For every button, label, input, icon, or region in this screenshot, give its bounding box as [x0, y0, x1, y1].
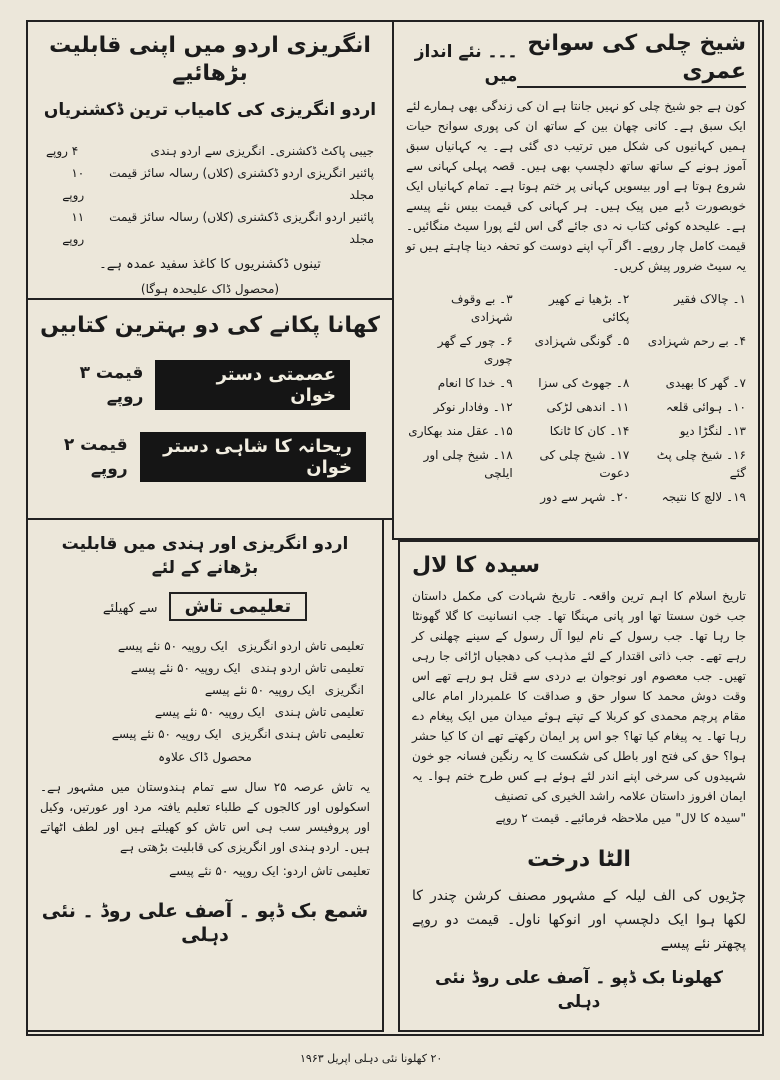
card-name: تعلیمی تاش ہندی انگریزی [231, 727, 364, 741]
story-title: ۲۔ بڑھیا نے کھیر پکائی [548, 292, 630, 324]
shaikh-chilli-heading: شیخ چلی کی سوانح عمری [517, 30, 746, 88]
dictionary-item [40, 206, 380, 250]
dictionary-item-name: جیبی پاکٹ ڈکشنری۔ انگریزی سے اردو ہندی [150, 144, 374, 158]
cookbook-row-2 [40, 432, 380, 482]
card-price: ایک روپیہ ۵۰ نئے پیسے [130, 661, 241, 675]
story-title: ۱۶۔ شیخ چلی پٹ گئے [656, 448, 746, 480]
cookbook-price-1: قیمت ۳ روپے [79, 363, 144, 407]
story-title: ۳۔ بے وقوف شہزادی [451, 292, 513, 324]
cookbook-title-1: عصمتی دستر خوان [155, 360, 350, 410]
cards-publisher: شمع بک ڈپو ۔ آصف علی روڈ ۔ نئی دہلی [41, 900, 369, 946]
dictionary-item-price: ۱۱ روپے [62, 210, 85, 246]
dictionaries-subheading: اردو انگریزی کی کامیاب ترین ڈکشنریاں [43, 100, 377, 120]
story-title: ۱۹۔ لالچ کا نتیجہ [661, 490, 746, 504]
story-title: ۱۱۔ اندھی لڑکی [546, 400, 630, 414]
card-price: ایک روپیہ ۵۰ نئے پیسے [154, 705, 265, 719]
dictionary-item-price: ۱۰ روپے [62, 166, 85, 202]
card-name: تعلیمی تاش ہندی [274, 705, 364, 719]
sayyida-heading-wrap [412, 552, 746, 580]
story-title: ۶۔ چور کے گھر چوری [437, 334, 513, 366]
ad-educational-cards [26, 518, 384, 1032]
cookbooks-heading: کھانا پکانے کی دو بہترین کتابیں [40, 313, 380, 338]
cards-brand-row [40, 592, 370, 621]
card-name: تعلیمی تاش اردو ہندی [250, 661, 364, 675]
story-title: ۱۸۔ شیخ چلی اور ایلچی [423, 448, 513, 480]
dictionary-item [40, 140, 380, 162]
card-price-row [40, 701, 370, 723]
khilona-publisher: کھلونا بک ڈپو ۔ آصف علی روڈ نئی دہلی [435, 968, 723, 1012]
story-title: ۴۔ بے رحم شہزادی [647, 334, 746, 348]
story-title: ۹۔ خدا کا انعام [437, 376, 513, 390]
dictionary-item-name: پائنیر انگریزی اردو ڈکشنری (کلاں) رسالہ سائز قیمت مجلد [109, 166, 374, 202]
story-title: ۱۴۔ کان کا ٹانکا [549, 424, 630, 438]
cards-last-price: تعلیمی تاش اردو: ایک روپیہ ۵۰ نئے پیسے [169, 864, 370, 878]
shaikh-chilli-body: کون ہے جو شیخ چلی کو نہیں جانتا ہے ان کی زندگی بھی ہمارے لئے ایک سبق ہے۔ کانی چھان بین کے ساتھ ان کی پوری سوانح حیات ہمیں کہانیوں کی شکل میں ترتیب دی گئی ہے۔ یہ کہانیاں سبق آموز ہونے کے ساتھ ساتھ دلچسپ بھی ہیں۔ قصہ پہلی کہانی سے شروع ہوتا ہے اور بیسویں کہانی پر ختم ہوتا ہے۔ تمام کہانیاں ایک خوبصورت ڈبے میں پیک ہیں۔ ہر کہانی کی قیمت بیس نئے پیسے ہے۔ علیحدہ کوئی کتاب نہ دی جائے گی اس لئے پورا سیٹ منگائیں۔ قیمت کامل چار روپے۔ اگر آپ اپنے دوست کو تحفہ دینا چاہتے ہیں تو یہ سیٹ ضرور پیش کریں۔ [406, 99, 746, 273]
story-title: ۲۰۔ شہر سے دور [540, 490, 630, 504]
dictionary-item [40, 162, 380, 206]
ulta-darakht-body: چڑیوں کی الف لیلہ کے مشہور مصنف کرشن چندر کا لکھا ہوا ایک دلچسپ اور انوکھا ناول۔ قیمت دو روپے پچھتر نئے پیسے [412, 888, 746, 952]
cookbook-title-2: ریحانہ کا شاہی دستر خوان [140, 432, 366, 482]
card-price: ایک روپیہ ۵۰ نئے پیسے [117, 639, 228, 653]
ad-shaikh-chilli [392, 20, 760, 540]
story-title: ۱۰۔ ہوائی قلعہ [666, 400, 746, 414]
shaikh-chilli-tagline: ۔۔۔ نئے انداز میں [414, 42, 518, 86]
card-name: تعلیمی تاش اردو انگریزی [237, 639, 364, 653]
story-title: ۱۳۔ لنگڑا دیو [679, 424, 746, 438]
card-price: ایک روپیہ ۵۰ نئے پیسے [111, 727, 222, 741]
cards-intro: اردو انگریزی اور ہندی میں قابلیت بڑھانے کے لئے [61, 534, 349, 578]
story-title: ۸۔ جھوٹ کی سزا [538, 376, 630, 390]
cards-postage: محصول ڈاک علاوہ [158, 750, 252, 764]
card-price-row [40, 679, 370, 701]
sayyida-body: تاریخ اسلام کا اہم ترین واقعہ۔ تاریخ شہادت کی مکمل داستان جب خون سستا تھا اور پانی مہنگا تھا۔ جب انسانیت کا گلا گھونٹا جا رہا تھا۔ جب رسول کے نام لیوا آل رسول کے سینے چھلنی کر رہے تھے۔ جب ذاتی اقتدار کے لئے مذہب کی دھجیاں اڑائی جا رہی تھیں۔ جب معصوم اور نوجوان بے دردی سے قتل ہو رہے تھے اس وقت دوش محمد کا سوار حق و صداقت کا علمبردار امام عالی مقام پرچم محمدی کو کربلا کے تپتے ہوئے میدان میں ایک پیغام دے رہا تھا۔ یہ پیغام کیا تھا؟ جو اس پر ایمان رکھتے تھے ان کا کیا حشر ہوا؟ حق کی فتح اور باطل کی شکست کا یہ رنگین فسانہ جو خون شہیدوں کی سرخی اپنے اندر لئے ہوئے ہے کس طرح ختم ہوا۔ یہ ایمان افروز داستان علامہ راشد الخیری کی تصنیف [412, 589, 746, 803]
cards-price-list [40, 635, 370, 745]
card-name: انگریزی [324, 683, 364, 697]
shaikh-chilli-title-row [406, 30, 746, 88]
story-title: ۱۲۔ وفادار نوکر [433, 400, 513, 414]
cards-brand: تعلیمی تاش [169, 592, 308, 621]
story-title: ۵۔ گونگی شہزادی [534, 334, 630, 348]
ad-sayyida-ka-lal [398, 540, 760, 1032]
card-price: ایک روپیہ ۵۰ نئے پیسے [204, 683, 315, 697]
dictionaries-postage: (محصول ڈاک علیحدہ ہوگا) [140, 282, 280, 296]
story-title: ۱۷۔ شیخ چلی کی دعوت [539, 448, 630, 480]
cookbook-price-2: قیمت ۲ روپے [63, 435, 128, 479]
story-title [406, 488, 513, 506]
dictionaries-heading: انگریزی اردو میں اپنی قابلیت بڑھائیے [49, 33, 371, 86]
dictionary-list [40, 140, 380, 250]
story-title: ۱۵۔ عقل مند بھکاری [408, 424, 513, 438]
cards-brand-suffix: سے کھیلئے [102, 601, 158, 616]
card-price-row [40, 657, 370, 679]
story-titles-list [406, 290, 746, 506]
ad-cookbooks [26, 298, 394, 520]
cards-body: یہ تاش عرصہ ۲۵ سال سے تمام ہندوستان میں مشہور ہے۔ اسکولوں اور کالجوں کے طلباء تعلیم یافتہ مرد اور عورتیں، وکیل اور پروفیسر سب ہی اس تاش کو کھیلتے ہیں اور لطف اٹھاتے ہیں۔ اردو ہندی اور انگریزی کی قابلیت بڑھتی ہے [40, 780, 371, 854]
ulta-darakht-heading: الٹا درخت [527, 847, 631, 872]
sayyida-heading: سیدہ کا لال [412, 553, 541, 578]
cookbook-row-1 [40, 360, 380, 410]
page-footer: ۲۰ کھلونا نئی دہلی اپریل ۱۹۶۳ [300, 1052, 443, 1065]
dictionaries-note: تینوں ڈکشنریوں کا کاغذ سفید عمدہ ہے۔ [99, 257, 321, 272]
story-title: ۷۔ گھر کا بھیدی [665, 376, 746, 390]
story-title: ۱۔ چالاک فقیر [674, 292, 746, 306]
dictionary-item-price: ۴ روپے [46, 144, 79, 158]
sayyida-closing: "سیدہ کا لال" میں ملاحظہ فرمائیے۔ قیمت ۲ روپے [495, 811, 746, 825]
card-price-row [40, 635, 370, 657]
card-price-row [40, 723, 370, 745]
dictionary-item-name: پائنیر اردو انگریزی ڈکشنری (کلاں) رسالہ سائز قیمت مجلد [109, 210, 374, 246]
ad-dictionaries [26, 20, 394, 300]
